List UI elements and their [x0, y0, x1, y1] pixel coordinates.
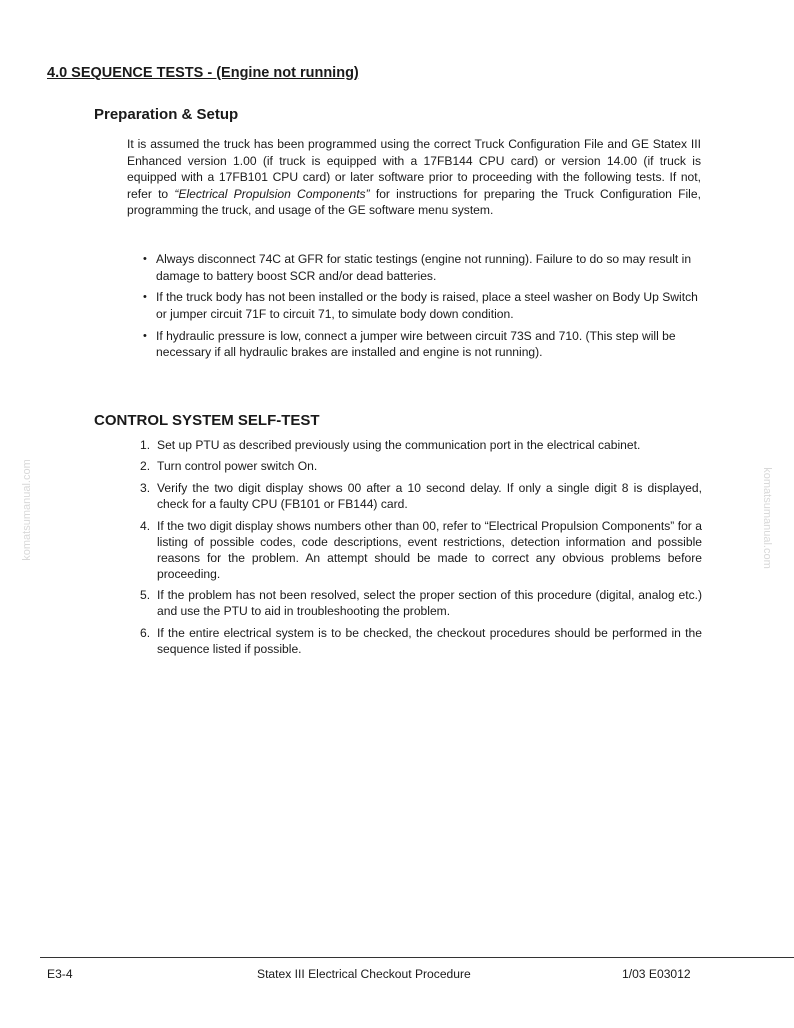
step-number: 3. [140, 480, 151, 495]
step-item [140, 625, 702, 657]
step-text: Turn control power switch On. [157, 459, 318, 474]
step-item [140, 518, 702, 582]
footer-page-number: E3-4 [47, 967, 73, 981]
preparation-bullet-list [143, 251, 703, 366]
step-item [140, 587, 702, 619]
paragraph-text-end: for instructions for preparing the Truck Configuration File, programming the truck, and usage of the GE software menu system. [127, 186, 701, 218]
bullet-icon: • [143, 329, 147, 342]
section-title: 4.0 SEQUENCE TESTS - (Engine not running) [47, 65, 359, 81]
step-text: If the entire electrical system is to be checked, the checkout procedures should be performed in the sequence listed if possible. [157, 625, 702, 656]
step-number: 6. [140, 625, 151, 640]
footer-divider [40, 957, 794, 958]
bullet-text: If the truck body has not been installed or the body is raised, place a steel washer on Body Up Switch or jumper circuit 71F to circuit 71, to simulate body down condition. [156, 290, 698, 321]
bullet-text: Always disconnect 74C at GFR for static testings (engine not running). Failure to do so may result in damage to battery boost SCR and/or dead batteries. [156, 252, 692, 283]
step-number: 2. [140, 459, 151, 474]
step-item [140, 437, 702, 453]
step-item [140, 458, 702, 474]
step-text: If the problem has not been resolved, select the proper section of this procedure (digital, analog etc.) and use the PTU to aid in troubleshooting the problem. [157, 588, 702, 619]
self-test-step-list [140, 437, 702, 662]
self-test-heading: CONTROL SYSTEM SELF-TEST [94, 412, 320, 429]
paragraph-text-start: It is assumed the truck has been programmed using the correct Truck Configuration File and GE Statex III Enhanced version 1.00 (if truck is equipped with a 17FB144 CPU card) or version 14.00 (if truck is equipped with a 17FB101 CPU card) or later software prior to proceeding with the following tests. If not, refer to [127, 137, 701, 201]
step-text: Set up PTU as described previously using the communication port in the electrical cabinet. [157, 438, 641, 452]
step-item [140, 480, 702, 512]
step-number: 1. [140, 438, 151, 452]
footer-document-title: Statex III Electrical Checkout Procedure [257, 967, 471, 981]
bullet-item [143, 328, 703, 361]
preparation-heading: Preparation & Setup [94, 106, 239, 123]
step-text: If the two digit display shows numbers other than 00, refer to “Electrical Propulsion Components” for a listing of possible codes, code descriptions, event restrictions, detection information and possible reasons for the problem. An attempt should be made to correct any obvious problems before proceeding. [157, 518, 702, 581]
bullet-item [143, 289, 703, 322]
reference-title: “Electrical Propulsion Components” [174, 186, 370, 201]
bullet-text: If hydraulic pressure is low, connect a jumper wire between circuit 73S and 710. (This step will be necessary if all hydraulic brakes are installed and engine is not running). [156, 328, 676, 360]
watermark-left: komatsumanual.com [21, 459, 33, 561]
preparation-paragraph [127, 136, 701, 219]
step-text: Verify the two digit display shows 00 after a 10 second delay. If only a single digit 8 is displayed, check for a faulty CPU (FB101 or FB144) card. [157, 480, 702, 512]
bullet-item [143, 251, 703, 284]
step-number: 4. [140, 518, 151, 533]
footer-date-code: 1/03 E03012 [622, 967, 691, 981]
bullet-icon: • [143, 253, 147, 265]
watermark-right: komatsumanual.com [761, 467, 773, 569]
bullet-icon: • [143, 291, 147, 304]
step-number: 5. [140, 588, 151, 603]
